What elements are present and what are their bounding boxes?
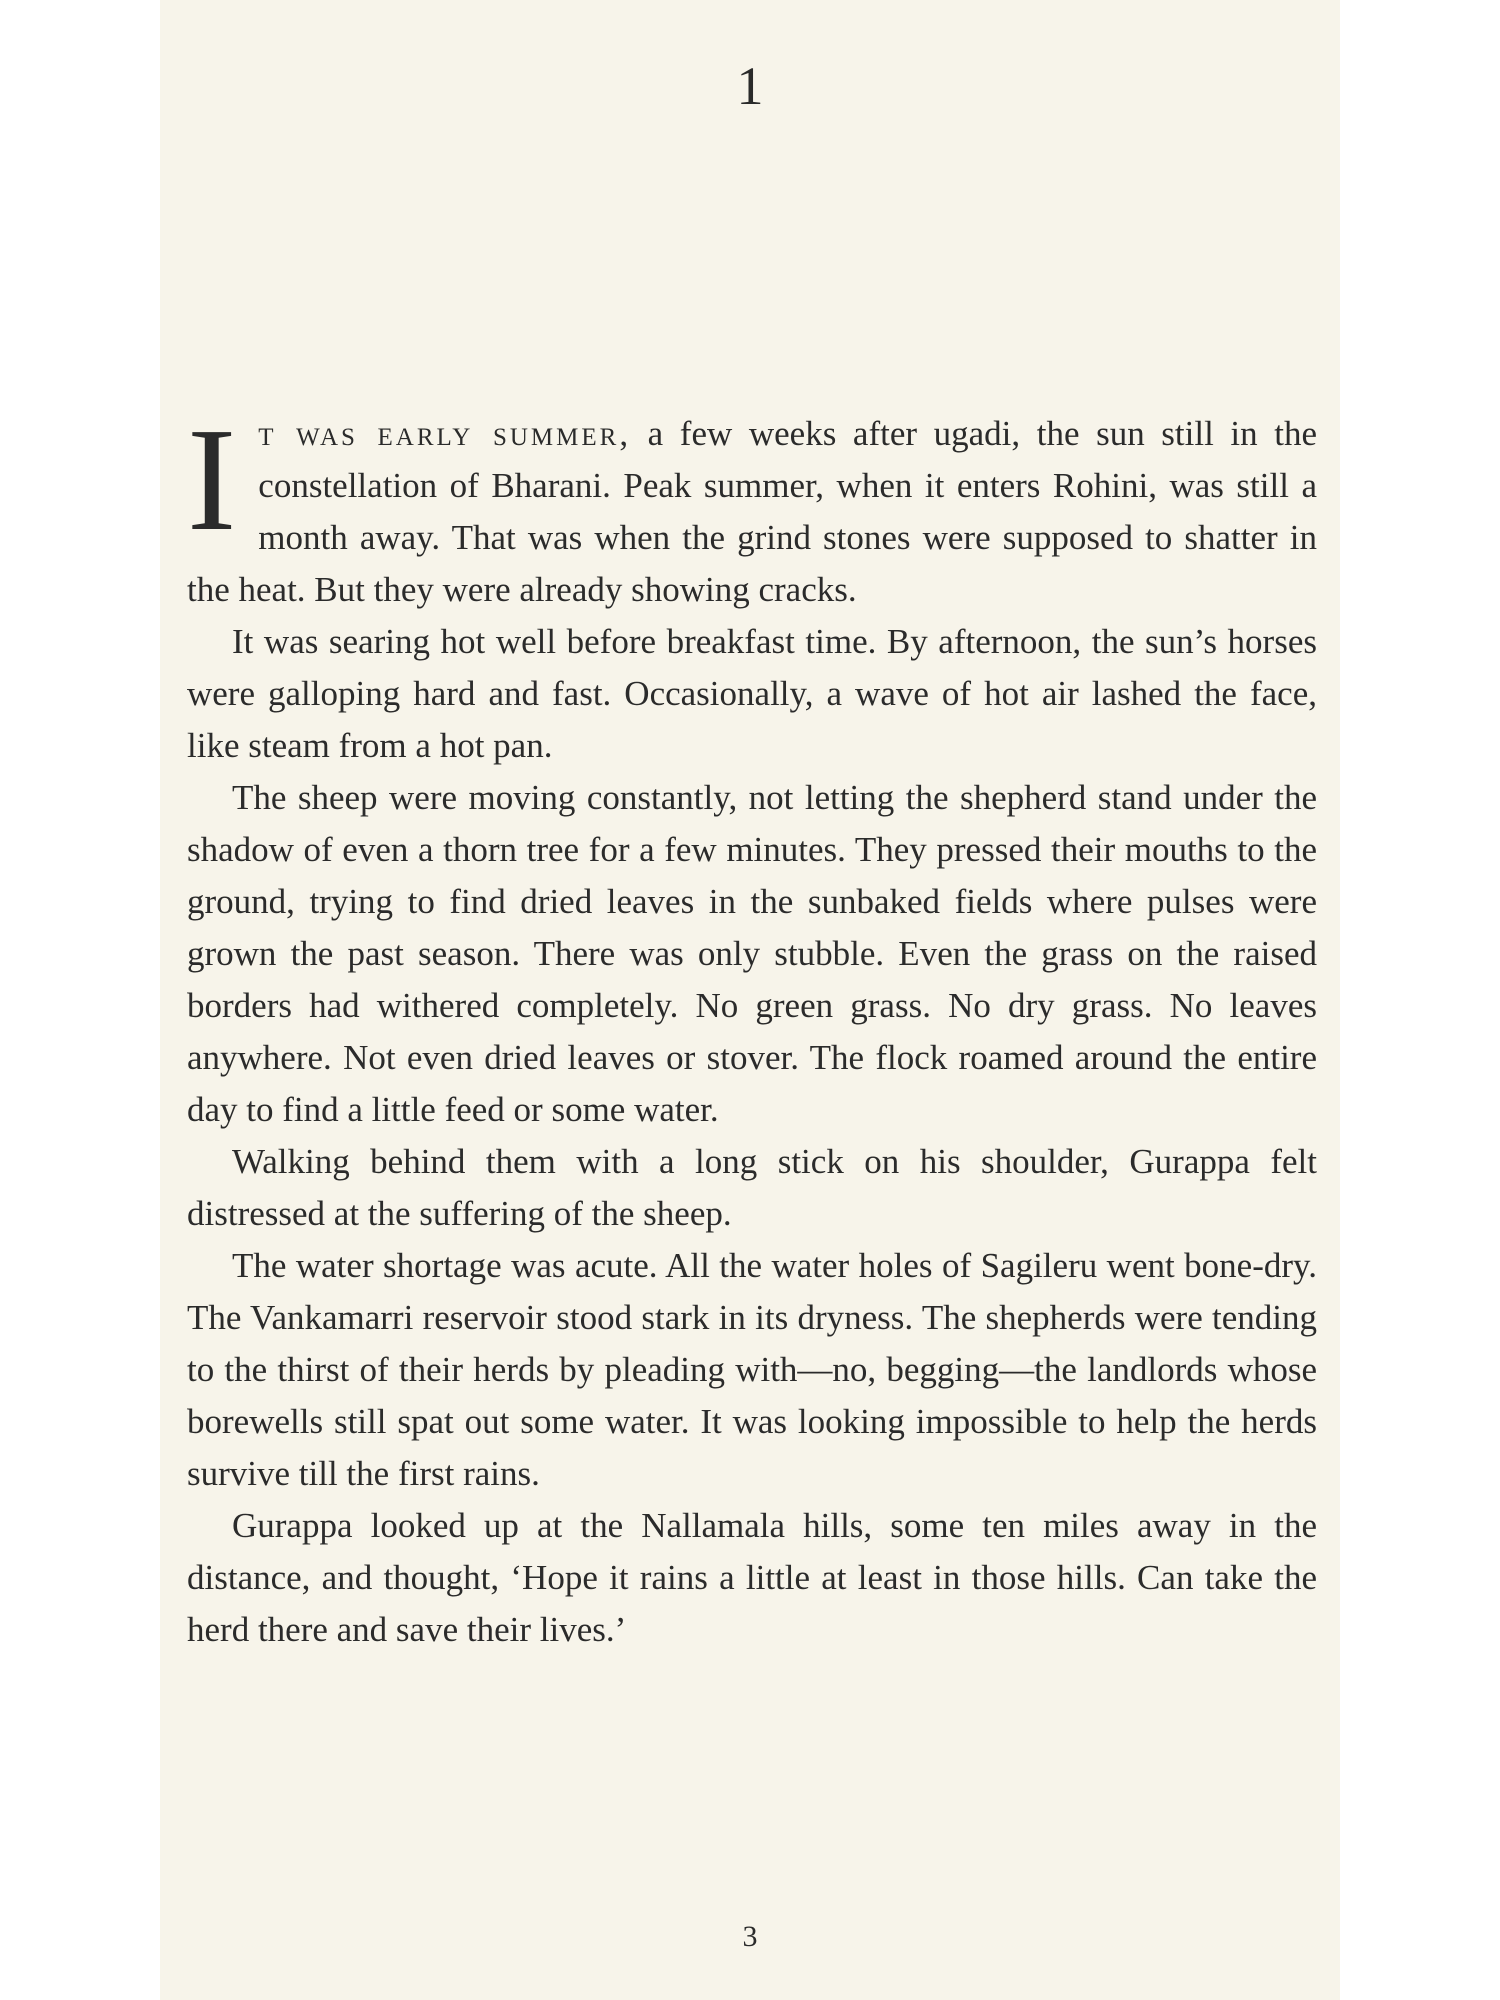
opening-paragraph xyxy=(187,398,1317,616)
paragraph: It was searing hot well before breakfast time. By afternoon, the sun’s horses were galloping hard and fast. Occasionally, a wave of hot air lashed the face, like steam from a hot pan. xyxy=(187,622,1317,765)
paragraph: The water shortage was acute. All the water holes of Sagileru went bone-dry. The Vankamarri reservoir stood stark in its dryness. The shepherds were tending to the thirst of their herds by pleading with—no, begging—the landlords whose borewells still spat out some water. It was looking impossible to help the herds survive till the first rains. xyxy=(187,1246,1317,1493)
paragraph: Walking behind them with a long stick on his shoulder, Gurappa felt distressed at the suffering of the sheep. xyxy=(187,1142,1317,1233)
book-page xyxy=(160,0,1340,2000)
paragraph: Gurappa looked up at the Nallamala hills, some ten miles away in the distance, and thought, ‘Hope it rains a little at least in those hills. Can take the herd there and save their lives.’ xyxy=(187,1506,1317,1649)
chapter-body xyxy=(187,398,1317,1656)
page-number: 3 xyxy=(742,1920,758,1953)
drop-cap: I xyxy=(187,398,237,562)
chapter-number: 1 xyxy=(736,56,764,116)
opening-small-caps: t was early summer, xyxy=(258,414,632,453)
paragraph: The sheep were moving constantly, not letting the shepherd stand under the shadow of even a thorn tree for a few minutes. They pressed their mouths to the ground, trying to find dried leaves in the sunbaked fields where pulses were grown the past season. There was only stubble. Even the grass on the raised borders had withered completely. No green grass. No dry grass. No leaves anywhere. Not even dried leaves or stover. The flock roamed around the entire day to find a little feed or some water. xyxy=(187,778,1317,1129)
opening-text: a few weeks after ugadi, the sun still in the constellation of Bharani. Peak summer, when it enters Rohini, was still a month away. That was when the grind stones were supposed to shatter in the heat. But they were already showing cracks. xyxy=(187,414,1317,609)
